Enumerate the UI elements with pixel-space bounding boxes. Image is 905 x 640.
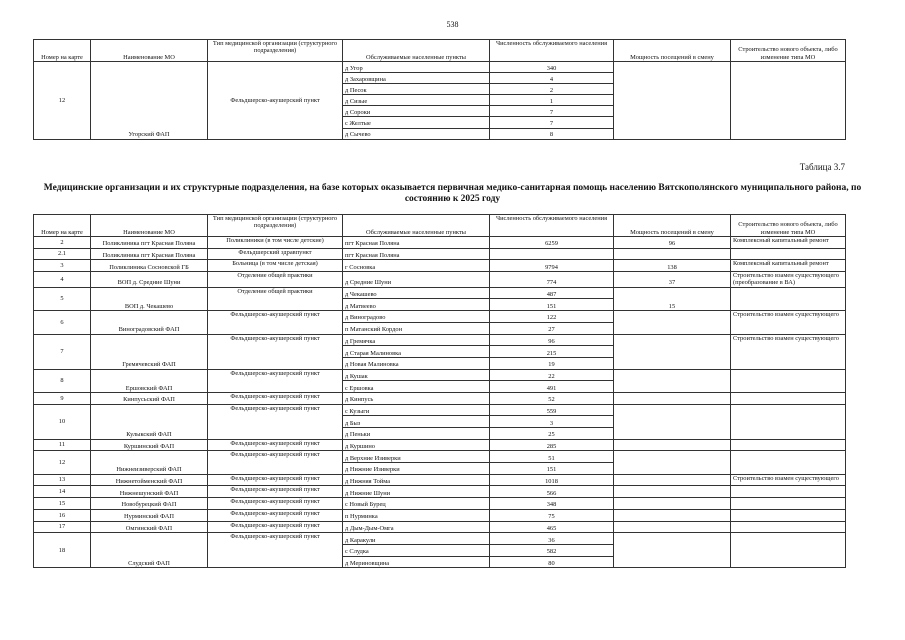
cell-population: 19: [490, 357, 614, 369]
cell-settlement: д Кушак: [343, 369, 490, 381]
cell-capacity: 96: [614, 237, 731, 249]
cell-construction: [731, 248, 846, 260]
table-row: [34, 392, 846, 404]
cell-construction: Комплексный капитальный ремонт: [731, 237, 846, 249]
cell-mo: ВОП д. Чекашево: [91, 287, 208, 310]
cell-num: 8: [34, 369, 91, 392]
cell-num: 4: [34, 272, 91, 288]
cell-mo: Гремячевский ФАП: [91, 334, 208, 369]
cell-num: 11: [34, 439, 91, 451]
cell-population: 36: [490, 533, 614, 545]
cell-population: 51: [490, 451, 614, 463]
cell-settlement: с Желтые: [343, 117, 490, 128]
cell-construction: [731, 533, 846, 568]
header-mo: Наименование МО: [91, 215, 208, 237]
cell-population: 465: [490, 521, 614, 533]
cell-capacity: [614, 521, 731, 533]
cell-population: 27: [490, 322, 614, 334]
cell-mo: ВОП д. Средние Шуни: [91, 272, 208, 288]
cell-settlement: д Быз: [343, 416, 490, 428]
table-row: [34, 260, 846, 272]
cell-mo: Угорский ФАП: [91, 62, 208, 140]
cell-construction: [731, 439, 846, 451]
cell-construction: [731, 451, 846, 474]
cell-type: Поликлиники (в том числе детские): [208, 237, 343, 249]
cell-capacity: [614, 533, 731, 568]
cell-mo: Новобурецкий ФАП: [91, 498, 208, 510]
table-main: [33, 214, 846, 568]
header-construction: Строительство нового объекта, либо изменение типа МО: [731, 40, 846, 62]
table-continuation: [33, 39, 846, 140]
cell-type: Фельдшерско-акушерский пункт: [208, 439, 343, 451]
table-row: [34, 439, 846, 451]
cell-construction: [731, 287, 846, 310]
cell-settlement: д Чекашево: [343, 287, 490, 299]
cell-mo: Омгинский ФАП: [91, 521, 208, 533]
cell-population: 3: [490, 416, 614, 428]
cell-construction: [731, 62, 846, 140]
cell-population: 285: [490, 439, 614, 451]
cell-settlement: д Новая Малиновка: [343, 357, 490, 369]
header-settlements: Обслуживаемые населенные пункты: [343, 40, 490, 62]
cell-settlement: д Песок: [343, 84, 490, 95]
cell-type: Фельдшерский здравпункт: [208, 248, 343, 260]
cell-settlement: д Куршино: [343, 439, 490, 451]
cell-capacity: [614, 248, 731, 260]
cell-mo: Куршинский ФАП: [91, 439, 208, 451]
cell-settlement: с Новый Бурец: [343, 498, 490, 510]
header-capacity: Мощность посещений в смену: [614, 215, 731, 237]
cell-settlement: г Сосновка: [343, 260, 490, 272]
cell-settlement: д Кинпусь: [343, 392, 490, 404]
cell-settlement: д Виноградово: [343, 311, 490, 323]
cell-num: 13: [34, 474, 91, 486]
cell-num: 3: [34, 260, 91, 272]
cell-mo: Нижнешунский ФАП: [91, 486, 208, 498]
cell-construction: [731, 498, 846, 510]
cell-capacity: [614, 486, 731, 498]
cell-num: 18: [34, 533, 91, 568]
cell-capacity: [614, 439, 731, 451]
cell-num: 6: [34, 311, 91, 334]
cell-num: 12: [34, 451, 91, 474]
table-row: [34, 498, 846, 510]
cell-settlement: д Дым-Дым-Омга: [343, 521, 490, 533]
cell-type: Фельдшерско-акушерский пункт: [208, 486, 343, 498]
cell-type: Больница (в том числе детская): [208, 260, 343, 272]
table-row: [34, 369, 846, 381]
cell-settlement: д Гремячка: [343, 334, 490, 346]
cell-num: 9: [34, 392, 91, 404]
cell-mo: Кулыкский ФАП: [91, 404, 208, 439]
cell-settlement: д Каракули: [343, 533, 490, 545]
cell-settlement: пгт Красная Поляна: [343, 237, 490, 249]
cell-settlement: д Пеньки: [343, 428, 490, 440]
cell-settlement: пгт Красная Поляна: [343, 248, 490, 260]
cell-construction: [731, 369, 846, 392]
cell-mo: Поликлиника пгт Красная Поляна: [91, 248, 208, 260]
cell-capacity: [614, 369, 731, 392]
cell-construction: Строительство взамен существующего: [731, 311, 846, 334]
page-number: 538: [446, 20, 459, 29]
cell-settlement: п Нурминка: [343, 509, 490, 521]
cell-population: 215: [490, 346, 614, 358]
cell-settlement: д Старая Малиновка: [343, 346, 490, 358]
cell-type: Фельдшерско-акушерский пункт: [208, 509, 343, 521]
cell-capacity: [614, 404, 731, 439]
cell-mo: Виноградовский ФАП: [91, 311, 208, 334]
cell-type: Отделение общей практики: [208, 272, 343, 288]
cell-capacity: [614, 474, 731, 486]
cell-type: Фельдшерско-акушерский пункт: [208, 62, 343, 140]
cell-capacity: [614, 498, 731, 510]
cell-settlement: с Кузыги: [343, 404, 490, 416]
cell-population: 80: [490, 556, 614, 568]
cell-population: 52: [490, 392, 614, 404]
table-row: [34, 451, 846, 463]
cell-settlement: с Ершовка: [343, 381, 490, 393]
cell-type: Фельдшерско-акушерский пункт: [208, 392, 343, 404]
cell-population: 7: [490, 117, 614, 128]
header-num: Номер на карте: [34, 40, 91, 62]
table-row: [34, 272, 846, 288]
cell-population: 151: [490, 463, 614, 475]
cell-construction: [731, 404, 846, 439]
cell-population: 1: [490, 95, 614, 106]
cell-num: 17: [34, 521, 91, 533]
header-population: Численность обслуживаемого населения: [490, 215, 614, 237]
cell-construction: Строительство взамен существующего (преобразование в ВА): [731, 272, 846, 288]
header-construction: Строительство нового объекта, либо изменение типа МО: [731, 215, 846, 237]
cell-type: Отделение общей практики: [208, 287, 343, 310]
cell-num: 7: [34, 334, 91, 369]
cell-population: 75: [490, 509, 614, 521]
cell-population: 122: [490, 311, 614, 323]
table-body: [34, 62, 846, 140]
table-row: [34, 62, 846, 73]
cell-type: Фельдшерско-акушерский пункт: [208, 451, 343, 474]
cell-type: Фельдшерско-акушерский пункт: [208, 311, 343, 334]
header-capacity: Мощность посещений в смену: [614, 40, 731, 62]
cell-construction: Строительство взамен существующего: [731, 334, 846, 369]
cell-construction: [731, 486, 846, 498]
table-row: [34, 533, 846, 545]
cell-num: 2.1: [34, 248, 91, 260]
cell-type: Фельдшерско-акушерский пункт: [208, 474, 343, 486]
cell-settlement: п Матанский Кордон: [343, 322, 490, 334]
table-row: [34, 509, 846, 521]
cell-construction: Строительство взамен существующего: [731, 474, 846, 486]
cell-capacity: [614, 392, 731, 404]
cell-capacity: [614, 62, 731, 140]
cell-mo: Кинпусьский ФАП: [91, 392, 208, 404]
cell-population: 6259: [490, 237, 614, 249]
table-row: [34, 248, 846, 260]
cell-population: 487: [490, 287, 614, 299]
cell-population: 774: [490, 272, 614, 288]
cell-mo: Нурминский ФАП: [91, 509, 208, 521]
table-row: [34, 486, 846, 498]
cell-settlement: д Угор: [343, 62, 490, 73]
table-row: [34, 334, 846, 346]
table-body: [34, 237, 846, 568]
cell-mo: Поликлиника Сосновской ГБ: [91, 260, 208, 272]
cell-capacity: [614, 334, 731, 369]
cell-population: 491: [490, 381, 614, 393]
cell-capacity: [614, 311, 731, 334]
cell-settlement: д Захаровщина: [343, 73, 490, 84]
cell-settlement: д Мериновщина: [343, 556, 490, 568]
cell-population: 1018: [490, 474, 614, 486]
cell-num: 12: [34, 62, 91, 140]
cell-population: 4: [490, 73, 614, 84]
cell-capacity: 138: [614, 260, 731, 272]
cell-settlement: д Сороки: [343, 106, 490, 117]
cell-type: Фельдшерско-акушерский пункт: [208, 404, 343, 439]
cell-population: 22: [490, 369, 614, 381]
cell-type: Фельдшерско-акушерский пункт: [208, 334, 343, 369]
cell-mo: Поликлиника пгт Красная Поляна: [91, 237, 208, 249]
table-row: [34, 404, 846, 416]
cell-population: 559: [490, 404, 614, 416]
cell-construction: [731, 392, 846, 404]
table-header-row: [34, 40, 846, 62]
cell-settlement: д Нижняя Тойма: [343, 474, 490, 486]
cell-population: 2: [490, 84, 614, 95]
cell-capacity: [614, 451, 731, 474]
table-header-row: [34, 215, 846, 237]
table-label: Таблица 3.7: [799, 162, 845, 172]
cell-num: 14: [34, 486, 91, 498]
cell-num: 16: [34, 509, 91, 521]
cell-capacity: [614, 509, 731, 521]
cell-type: Фельдшерско-акушерский пункт: [208, 521, 343, 533]
cell-settlement: д Нижние Изиверки: [343, 463, 490, 475]
cell-settlement: д Сизые: [343, 95, 490, 106]
cell-num: 5: [34, 287, 91, 310]
cell-population: 340: [490, 62, 614, 73]
cell-construction: Комплексный капитальный ремонт: [731, 260, 846, 272]
cell-population: 8: [490, 128, 614, 139]
cell-population: 582: [490, 544, 614, 556]
cell-mo: Слудский ФАП: [91, 533, 208, 568]
cell-mo: Ершовский ФАП: [91, 369, 208, 392]
cell-settlement: д Матвеево: [343, 299, 490, 311]
cell-population: 7: [490, 106, 614, 117]
table-title: Медицинские организации и их структурные подразделения, на базе которых оказывается первичная медико-санитарная помощь населению Вятскополянского муниципального района, по состоянию к 2025 году: [43, 183, 862, 205]
cell-num: 10: [34, 404, 91, 439]
table-row: [34, 287, 846, 299]
cell-num: 15: [34, 498, 91, 510]
cell-construction: [731, 509, 846, 521]
header-type: Тип медицинской организации (структурного подразделения): [208, 215, 343, 237]
header-num: Номер на карте: [34, 215, 91, 237]
header-settlements: Обслуживаемые населенные пункты: [343, 215, 490, 237]
cell-capacity: 37: [614, 272, 731, 288]
cell-population: [490, 248, 614, 260]
cell-construction: [731, 521, 846, 533]
cell-type: Фельдшерско-акушерский пункт: [208, 498, 343, 510]
cell-mo: Нижнеизиверский ФАП: [91, 451, 208, 474]
cell-num: 2: [34, 237, 91, 249]
cell-settlement: д Нижние Шуни: [343, 486, 490, 498]
header-population: Численность обслуживаемого населения: [490, 40, 614, 62]
cell-population: 151: [490, 299, 614, 311]
cell-mo: Нижнетойменский ФАП: [91, 474, 208, 486]
table-row: [34, 474, 846, 486]
cell-settlement: с Слудка: [343, 544, 490, 556]
cell-population: 96: [490, 334, 614, 346]
table-row: [34, 237, 846, 249]
table-row: [34, 521, 846, 533]
cell-type: Фельдшерско-акушерский пункт: [208, 369, 343, 392]
cell-type: Фельдшерско-акушерский пункт: [208, 533, 343, 568]
cell-settlement: д Верхние Изиверки: [343, 451, 490, 463]
cell-settlement: д Сычево: [343, 128, 490, 139]
cell-population: 25: [490, 428, 614, 440]
cell-population: 9794: [490, 260, 614, 272]
header-mo: Наименование МО: [91, 40, 208, 62]
cell-settlement: д Средние Шуни: [343, 272, 490, 288]
cell-capacity: 15: [614, 287, 731, 310]
cell-population: 566: [490, 486, 614, 498]
table-row: [34, 311, 846, 323]
cell-population: 348: [490, 498, 614, 510]
header-type: Тип медицинской организации (структурного подразделения): [208, 40, 343, 62]
